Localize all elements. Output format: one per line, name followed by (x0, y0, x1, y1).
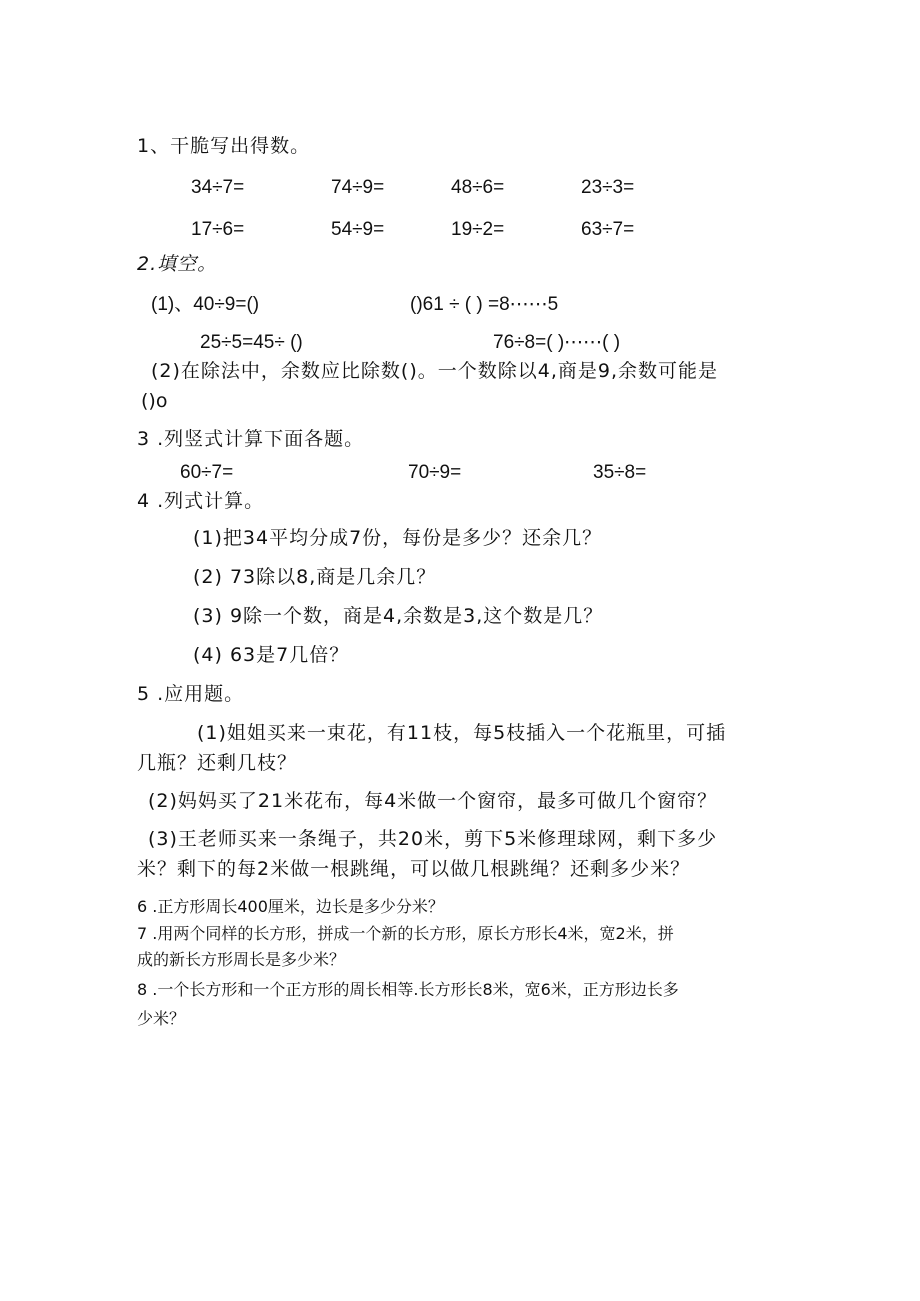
q3-expr-2: 70÷9= (408, 462, 462, 483)
q4-item-4: (4) 63是7几倍？ (193, 644, 350, 666)
q1-r1-c2: 74÷9= (331, 177, 385, 198)
q1-r2-c3: 19÷2= (451, 219, 505, 240)
q2-item1-a: (1)、40÷9=() (151, 294, 260, 315)
q5-item3-line2: 米？剩下的每2米做一根跳绳，可以做几根跳绳？还剩多少米？ (137, 858, 691, 880)
q2-item1-d: 76÷8=( )⋯⋯( ) (493, 332, 621, 353)
q5-title: 5 .应用题。 (137, 683, 245, 705)
q3-title: 3 .列竖式计算下面各题。 (137, 428, 365, 450)
q4-item-2: (2) 73除以8,商是几余几？ (193, 566, 437, 588)
q1-r1-c4: 23÷3= (581, 177, 635, 198)
q4-item-3: (3) 9除一个数，商是4,余数是3,这个数是几？ (193, 605, 604, 627)
q8-line1: 8 .一个长方形和一个正方形的周长相等.长方形长8米，宽6米，正方形边长多 (137, 980, 679, 999)
q2-item1-c: 25÷5=45÷ () (200, 332, 303, 353)
q7-line2: 成的新长方形周长是多少米？ (137, 950, 346, 969)
q1-r1-c3: 48÷6= (451, 177, 505, 198)
q6-text: 6 .正方形周长400厘米，边长是多少分米？ (137, 897, 444, 916)
q5-item1-line2: 几瓶？还剩几枝？ (137, 752, 298, 774)
q5-item3-line1: (3)王老师买来一条绳子，共20米，剪下5米修理球网，剩下多少 (148, 828, 718, 850)
q4-title: 4 .列式计算。 (137, 490, 265, 512)
q7-line1: 7 .用两个同样的长方形，拼成一个新的长方形，原长方形长4米，宽2米，拼 (137, 924, 674, 943)
q5-item1-line1: (1)姐姐买来一束花，有11枝，每5枝插入一个花瓶里，可插 (197, 722, 727, 744)
q3-expr-1: 60÷7= (180, 462, 234, 483)
q2-title: 2.填空。 (137, 253, 218, 275)
q1-r2-c2: 54÷9= (331, 219, 385, 240)
q2-item1-b: ()61 ÷ ( ) =8⋯⋯5 (410, 294, 559, 315)
q5-item2: (2)妈妈买了21米花布，每4米做一个窗帘，最多可做几个窗帘？ (148, 790, 718, 812)
q1-title: 1、干脆写出得数。 (137, 135, 311, 157)
q1-r2-c1: 17÷6= (191, 219, 245, 240)
q8-line2: 少米？ (137, 1009, 186, 1028)
q3-expr-3: 35÷8= (593, 462, 647, 483)
q4-item-1: (1)把34平均分成7份，每份是多少？还余几？ (193, 527, 603, 549)
q2-item2-line1: (2)在除法中，余数应比除数()。一个数除以4,商是9,余数可能是 (151, 360, 718, 382)
q2-item2-line2: ()o (141, 390, 168, 412)
q1-r1-c1: 34÷7= (191, 177, 245, 198)
q1-r2-c4: 63÷7= (581, 219, 635, 240)
